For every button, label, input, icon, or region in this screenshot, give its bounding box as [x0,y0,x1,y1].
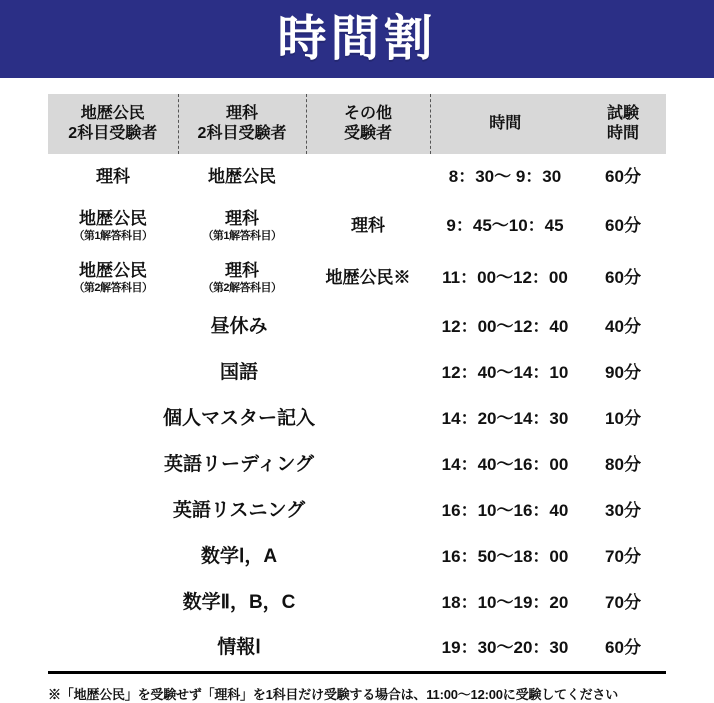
table-row [48,350,666,396]
table-row [48,200,666,252]
row-9-duration: 70分 [605,593,641,613]
row-0-col1: 理科 [96,167,130,187]
row-0-col2: 地歴公民 [208,167,276,187]
table-header [48,94,666,154]
table-row [48,396,666,442]
table-row [48,252,666,304]
row-0-time: 8：30～ 9：30 [448,167,562,187]
table-row [48,580,666,626]
row-1-time: 9：45～10：45 [446,216,564,236]
table-row [48,534,666,580]
row-1-col3: 理科 [351,216,385,236]
row-5-label: 個人マスター記入 [162,408,315,430]
row-10-label: 情報Ⅰ [48,626,430,672]
row-8-duration: 70分 [605,547,641,567]
row-9-time: 18：10～19：20 [441,593,569,613]
row-0-duration: 60分 [605,167,641,187]
row-2-col1: 地歴公民 （第2解答科目） [73,261,153,294]
row-1-duration: 60分 [605,216,641,236]
header-cell-duration: 試験 時間 [580,94,666,154]
row-8-time: 16：50～18：00 [441,547,569,567]
header-cell-sonota: その他 受験者 [306,94,430,154]
row-10-duration: 60分 [580,626,666,672]
page-title: 時間割 [277,11,437,66]
row-3-duration: 40分 [605,317,641,337]
row-1-col2: 理科 （第1解答科目） [202,209,282,242]
header-cell-time: 時間 [430,94,580,154]
row-7-time: 16：10～16：40 [441,501,569,521]
row-8-label: 数学Ⅰ，A [200,546,278,568]
table-row [48,154,666,200]
row-1-col1: 地歴公民 （第1解答科目） [73,209,153,242]
schedule-table [48,94,666,674]
row-6-duration: 80分 [605,455,641,475]
row-4-label: 国語 [219,362,258,384]
row-10-time: 19：30～20：30 [430,626,580,672]
row-2-col3: 地歴公民※ [325,268,411,288]
table-row [48,488,666,534]
row-3-label: 昼休み [210,316,268,338]
page-banner [0,0,714,78]
table-header-row [48,94,666,154]
header-cell-rekishi-2kamoku: 地歴公民 2科目受験者 [48,94,178,154]
row-2-time: 11：00～12：00 [442,268,568,288]
row-4-duration: 90分 [605,363,641,383]
row-9-label: 数学Ⅱ，B，C [182,592,296,614]
row-2-duration: 60分 [605,268,641,288]
table-body [48,154,666,672]
table-row [48,442,666,488]
row-3-time: 12：00～12：40 [441,317,569,337]
row-0-col3 [306,154,430,200]
row-6-label: 英語リーディング [163,454,315,476]
schedule-table-container [0,78,714,674]
row-5-duration: 10分 [605,409,641,429]
row-6-time: 14：40～16：00 [441,455,569,475]
header-cell-rika-2kamoku: 理科 2科目受験者 [178,94,306,154]
row-5-time: 14：20～14：30 [441,409,569,429]
row-7-duration: 30分 [605,501,641,521]
row-2-col2: 理科 （第2解答科目） [202,261,282,294]
table-row [48,304,666,350]
row-7-label: 英語リスニング [172,500,306,522]
row-4-time: 12：40～14：10 [441,363,569,383]
footnote: ※「地歴公民」を受験せず「理科」を1科目だけ受験する場合は、11:00～12:00に受験してください [48,686,619,702]
table-row [48,626,666,672]
